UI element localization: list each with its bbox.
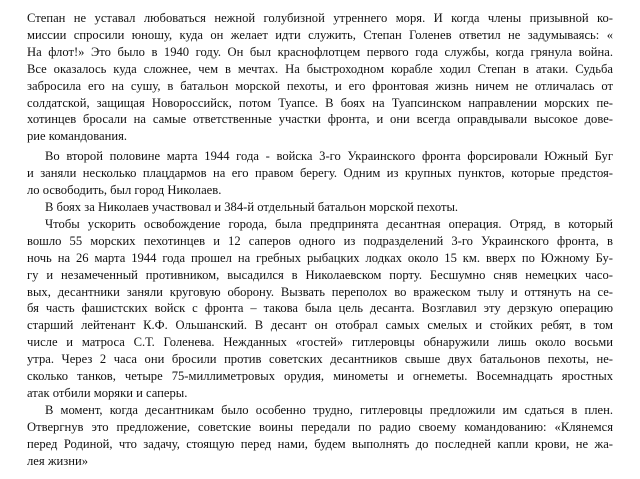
text-line: гу и незамеченный противником, высадился в Николаевском порту. Бесшумно сняв немецких часо- [27, 267, 613, 282]
text-line: хотинцев бросали на самые ответственные участки фронта, и они всегда оправдывали высокое дове- [27, 112, 613, 127]
text-line: атак отбили моряки и саперы. [27, 385, 188, 400]
text-line: вых, десантники заняли круговую оборону. Вызвать переполох во вражеском тылу и оттянуть на се- [27, 284, 613, 299]
document-page [27, 10, 613, 469]
text-line: вошло 55 морских пехотинцев и 12 саперов одного из подразделений 3-го Украинского фронта, в [27, 233, 613, 248]
text-line: лея жизни» [27, 453, 89, 468]
text-line: миссии спросили юношу, куда он желает идти служить, Степан Голенев ответил не задумываясь: « [27, 27, 613, 42]
text-line: бя часть фашистских войск с фронта – такова была цель десанта. Возглавил эту дерзкую операцию [27, 301, 613, 316]
paragraph-2 [27, 148, 613, 199]
paragraph-3 [27, 199, 613, 216]
text-line: сколько танков, четыре 75-миллиметровых орудия, минометы и огнеметы. Восемнадцать яростных [27, 369, 613, 384]
text-line: числе и матроса С.Т. Голенева. Нежданных «гостей» гитлеровцы обнаружили лишь около восьми [27, 335, 613, 350]
paragraph-1 [27, 10, 613, 145]
text-line: рие командования. [27, 129, 128, 144]
text-line: Все оказалось куда сложнее, чем в мечтах. На быстроходном корабле ходил Степан в атаки. Судьба [27, 61, 613, 76]
text-line: В момент, когда десантникам было особенно трудно, гитлеровцы предложили им сдаться в плен. [45, 402, 613, 417]
text-line: В боях за Николаев участвовал и 384-й отдельный батальон морской пехоты. [45, 199, 459, 214]
text-line: старший лейтенант К.Ф. Ольшанский. В десант он отобрал самых смелых и стойких ребят, в том [27, 318, 613, 333]
text-line: и заняли несколько плацдармов на его правом берегу. Одним из крупных пунктов, которые предстоя- [27, 166, 613, 181]
text-line: На флот!» Это было в 1940 году. Он был краснофлотцем первого года службы, когда грянула война. [27, 44, 613, 59]
text-line: Чтобы ускорить освобождение города, была предпринята десантная операция. Отряд, в который [45, 216, 613, 231]
paragraph-4 [27, 216, 613, 402]
text-line: ночь на 26 марта 1944 года прошел на гребных рыбацких лодках около 15 км. вверх по Южному Бу- [27, 250, 613, 265]
text-line: ло освободить, был город Николаев. [27, 183, 222, 198]
text-line: Отвергнув это предложение, советские воины передали по радио своему командованию: «Клянемся [27, 419, 613, 434]
text-line: Степан не уставал любоваться нежной голубизной утреннего моря. И когда члены призывной ко- [27, 11, 613, 25]
paragraph-5 [27, 402, 613, 470]
text-line: перед Родиной, что задачу, стоящую перед нами, будем выполнять до последней капли крови, не жа- [27, 436, 613, 451]
text-line: солдатской, защищая Новороссийск, потом Туапсе. В боях на Туапсинском направлении морских пе- [27, 95, 613, 110]
text-line: Во второй половине марта 1944 года - войска 3-го Украинского фронта форсировали Южный Буг [45, 149, 613, 164]
text-line: утра. Через 2 часа они бросили против советских десантников свыше двух батальонов пехоты, не- [27, 352, 613, 367]
text-line: забросила его на сушу, в батальон морской пехоты, и его фронтовая жизнь ничем не отличалась от [27, 78, 613, 93]
